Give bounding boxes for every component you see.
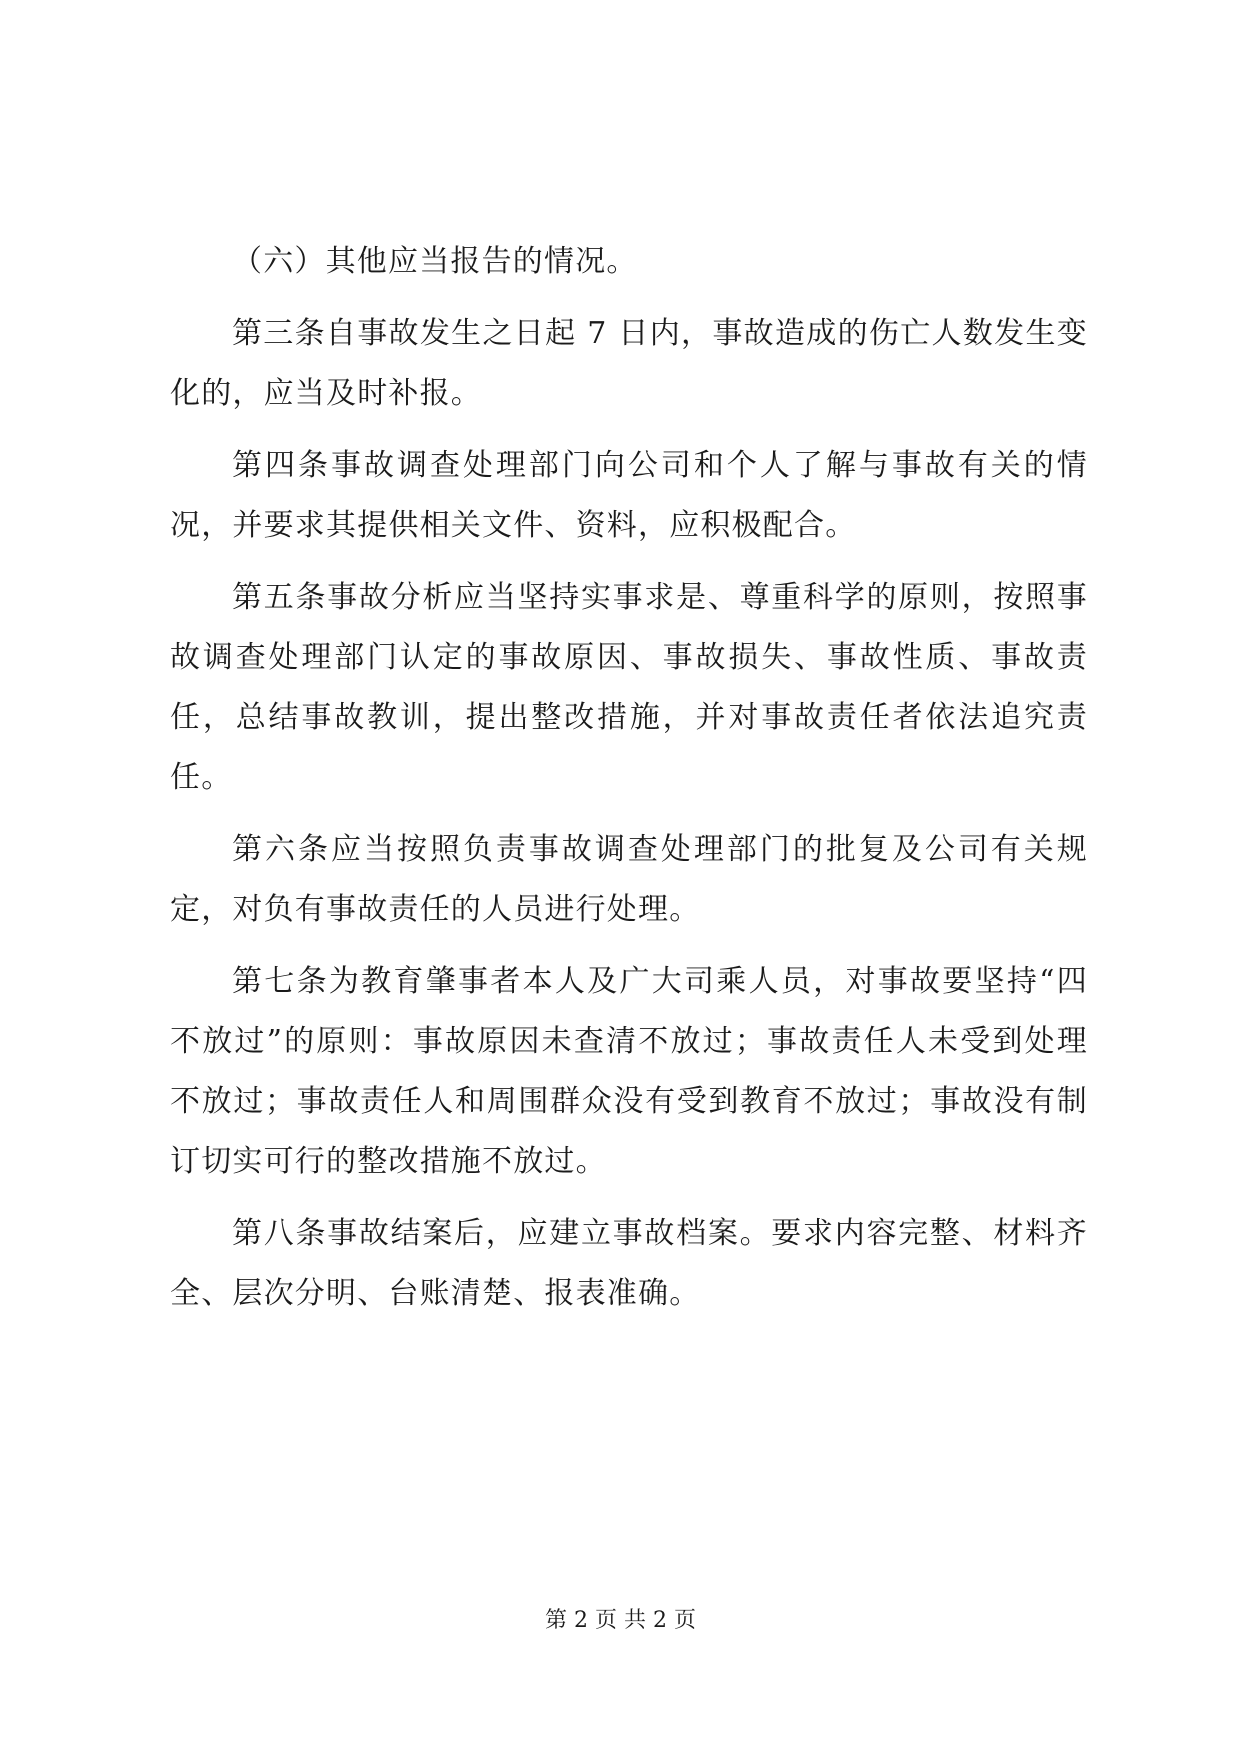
document-body — [170, 232, 1088, 1336]
paragraph-item-6: （六）其他应当报告的情况。 — [232, 244, 638, 279]
article-4-paragraph: 第四条事故调查处理部门向公司和个人了解与事故有关的情况，并要求其提供相关文件、资料，应积极配合。 — [170, 448, 1088, 543]
article-3-paragraph: 第三条自事故发生之日起 7 日内，事故造成的伤亡人数发生变化的，应当及时补报。 — [170, 316, 1088, 411]
article-7-paragraph: 第七条为教育肇事者本人及广大司乘人员，对事故要坚持“四不放过”的原则：事故原因未查清不放过；事故责任人未受到处理不放过；事故责任人和周围群众没有受到教育不放过；事故没有制订切实可行的整改措施不放过。 — [170, 964, 1088, 1179]
article-5-paragraph: 第五条事故分析应当坚持实事求是、尊重科学的原则，按照事故调查处理部门认定的事故原因、事故损失、事故性质、事故责任，总结事故教训，提出整改措施，并对事故责任者依法追究责任。 — [170, 580, 1088, 795]
article-6-paragraph: 第六条应当按照负责事故调查处理部门的批复及公司有关规定，对负有事故责任的人员进行处理。 — [170, 832, 1088, 927]
article-8-paragraph: 第八条事故结案后，应建立事故档案。要求内容完整、材料齐全、层次分明、台账清楚、报表准确。 — [170, 1216, 1088, 1311]
page-number-footer: 第 2 页 共 2 页 — [545, 1608, 696, 1633]
